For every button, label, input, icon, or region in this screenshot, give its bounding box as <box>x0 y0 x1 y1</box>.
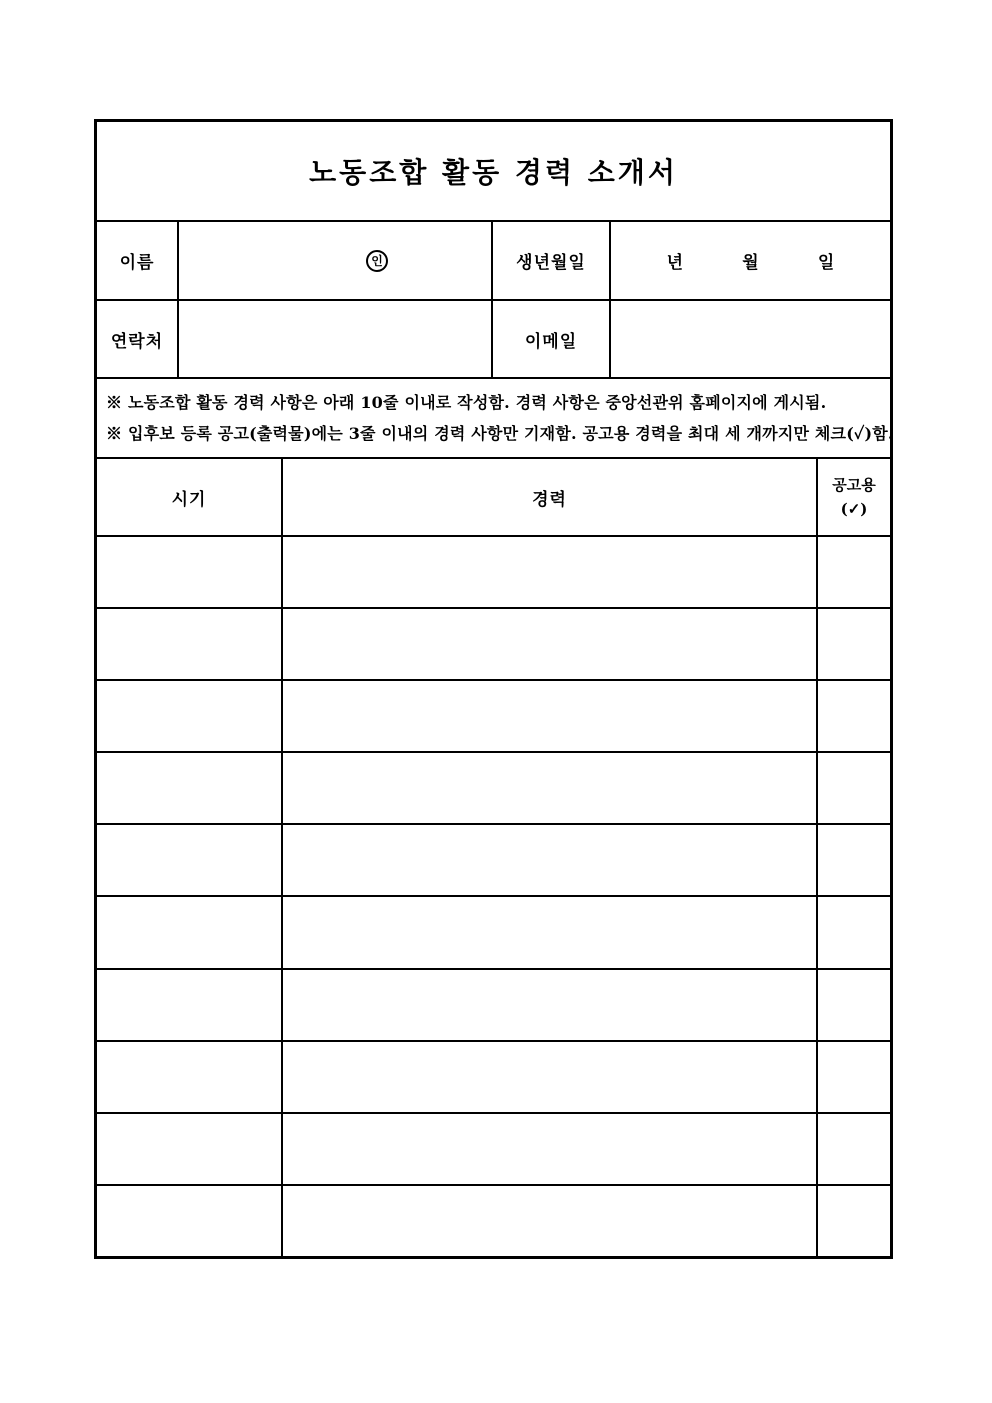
instruction-line-1: ※ 노동조합 활동 경력 사항은 아래 10줄 이내로 작성함. 경력 사항은 중앙선관위 홈페이지에 게시됨. <box>106 393 827 412</box>
career-table-row <box>97 825 890 897</box>
career-table-row <box>97 609 890 681</box>
career-row-check-cell[interactable] <box>818 1186 890 1256</box>
info-row-name-birth <box>97 222 890 301</box>
career-row-period-cell[interactable] <box>97 1186 283 1256</box>
career-row-period-cell[interactable] <box>97 825 283 895</box>
career-row-period-cell[interactable] <box>97 681 283 751</box>
career-row-career-cell[interactable] <box>283 970 818 1040</box>
career-table-row <box>97 681 890 753</box>
header-notice-cell <box>818 459 890 535</box>
career-table-row <box>97 1042 890 1114</box>
contact-label-cell <box>97 301 179 377</box>
career-row-check-cell[interactable] <box>818 609 890 679</box>
name-input-cell[interactable] <box>179 222 493 299</box>
document-title: 노동조합 활동 경력 소개서 <box>309 156 678 189</box>
career-row-career-cell[interactable] <box>283 609 818 679</box>
instructions-section <box>97 379 894 459</box>
career-table-row <box>97 897 890 969</box>
career-table-row <box>97 1114 890 1186</box>
birthdate-label: 생년월일 <box>516 253 586 273</box>
career-row-period-cell[interactable] <box>97 897 283 967</box>
career-form <box>94 119 893 1259</box>
header-career-label: 경력 <box>532 489 567 510</box>
career-row-career-cell[interactable] <box>283 897 818 967</box>
career-table-row <box>97 1186 890 1256</box>
career-row-period-cell[interactable] <box>97 970 283 1040</box>
career-row-career-cell[interactable] <box>283 753 818 823</box>
career-row-period-cell[interactable] <box>97 1114 283 1184</box>
instruction-line-2: ※ 입후보 등록 공고(출력물)에는 3줄 이내의 경력 사항만 기재함. 공고용 경력을 최대 세 개까지만 체크(✓)함. <box>106 424 894 443</box>
header-notice-label-line1: 공고용 <box>832 476 876 494</box>
career-rows <box>97 537 890 1256</box>
career-row-check-cell[interactable] <box>818 897 890 967</box>
career-row-check-cell[interactable] <box>818 681 890 751</box>
career-row-check-cell[interactable] <box>818 825 890 895</box>
career-table-row <box>97 970 890 1042</box>
birthdate-input-cell[interactable] <box>611 222 890 299</box>
contact-label: 연락처 <box>110 331 164 352</box>
career-row-check-cell[interactable] <box>818 1114 890 1184</box>
career-row-career-cell[interactable] <box>283 537 818 607</box>
contact-input-cell[interactable] <box>179 301 493 377</box>
career-row-check-cell[interactable] <box>818 970 890 1040</box>
header-career-cell <box>283 459 818 535</box>
birthdate-label-cell <box>493 222 611 299</box>
career-row-career-cell[interactable] <box>283 1042 818 1112</box>
career-row-career-cell[interactable] <box>283 1186 818 1256</box>
birthdate-value: 년 월 일 <box>666 253 835 273</box>
career-row-period-cell[interactable] <box>97 609 283 679</box>
header-period-cell <box>97 459 283 535</box>
info-row-contact-email <box>97 301 890 379</box>
email-label: 이메일 <box>524 331 578 352</box>
email-label-cell <box>493 301 611 377</box>
seal-mark-icon: 인 <box>366 250 388 272</box>
career-row-check-cell[interactable] <box>818 537 890 607</box>
career-table-row <box>97 753 890 825</box>
name-label: 이름 <box>119 253 155 273</box>
career-row-check-cell[interactable] <box>818 753 890 823</box>
header-period-label: 시기 <box>171 489 207 510</box>
career-row-period-cell[interactable] <box>97 753 283 823</box>
career-row-check-cell[interactable] <box>818 1042 890 1112</box>
career-row-career-cell[interactable] <box>283 825 818 895</box>
career-row-period-cell[interactable] <box>97 1042 283 1112</box>
email-input-cell[interactable] <box>611 301 890 377</box>
career-row-career-cell[interactable] <box>283 681 818 751</box>
career-row-career-cell[interactable] <box>283 1114 818 1184</box>
career-row-period-cell[interactable] <box>97 537 283 607</box>
career-table-header <box>97 459 890 537</box>
checkmark-icon: (✓) <box>840 500 868 518</box>
title-row <box>97 122 890 222</box>
name-label-cell <box>97 222 179 299</box>
career-table-row <box>97 537 890 609</box>
